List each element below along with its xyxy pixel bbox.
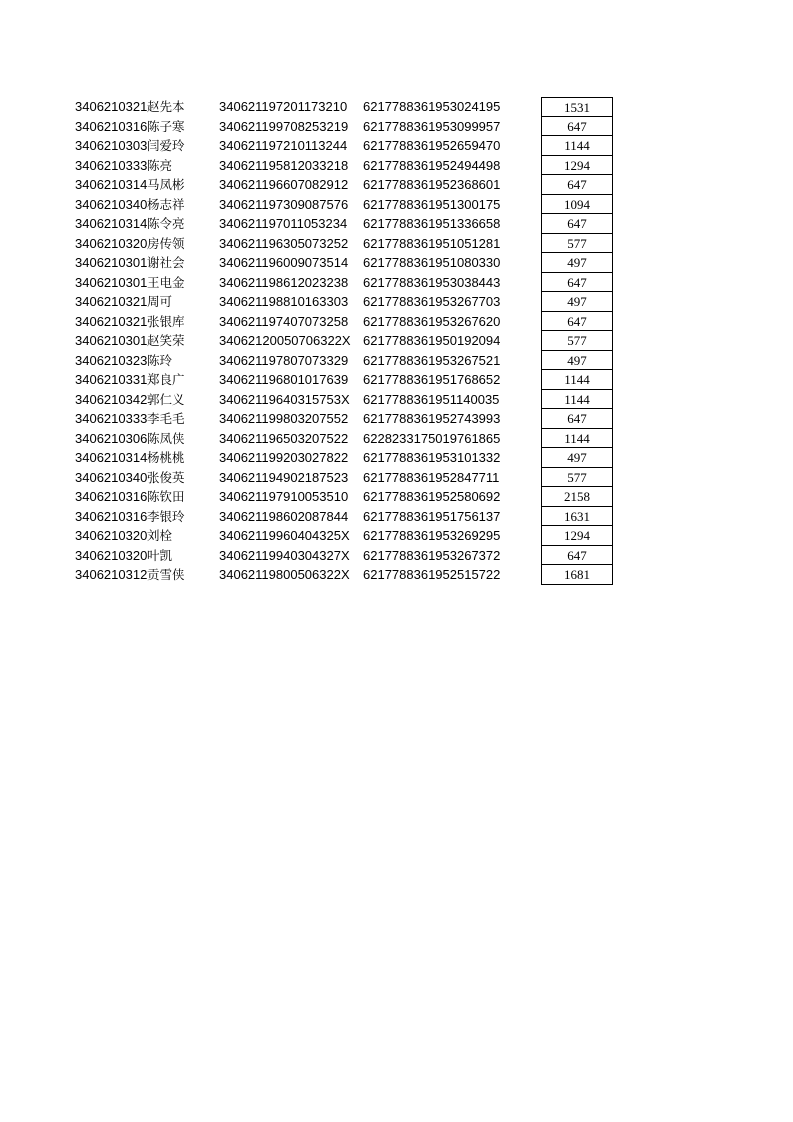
- row-name: 马凤彬: [147, 177, 185, 192]
- table-row: [0, 234, 793, 254]
- table-row: [0, 468, 793, 488]
- row-name: 陈亮: [147, 157, 173, 173]
- row-code: 3406210340: [75, 196, 147, 212]
- row-code: 3406210316: [75, 118, 147, 134]
- row-id-number: 340621197309087576: [219, 196, 349, 212]
- row-name: 王电金: [147, 274, 185, 290]
- table-row: [0, 565, 793, 585]
- row-code: 3406210333: [75, 157, 147, 173]
- row-amount: 647: [541, 546, 613, 566]
- row-amount: 647: [541, 312, 613, 332]
- row-id-number: 340621199803207552: [219, 411, 349, 426]
- row-name: 张俊英: [147, 469, 185, 485]
- row-id-number: 340621194902187523: [219, 469, 349, 485]
- table-row: [0, 448, 793, 468]
- table-row: [0, 370, 793, 390]
- row-code: 3406210333: [75, 411, 147, 426]
- row-code: 3406210320: [75, 235, 147, 251]
- row-id-number: 340621196305073252: [219, 235, 349, 251]
- row-code: 3406210301: [75, 255, 147, 270]
- row-id-number: 340621195812033218: [219, 157, 349, 173]
- row-id-number: 340621197011053234: [219, 216, 348, 231]
- row-id-number: 34062119640315753X: [219, 391, 350, 407]
- table-row: [0, 117, 793, 137]
- table-row: [0, 390, 793, 410]
- row-code: 3406210316: [75, 489, 147, 504]
- row-amount: 647: [541, 273, 613, 293]
- row-name: 房传领: [147, 235, 185, 251]
- row-code: 3406210331: [75, 372, 147, 387]
- row-bank-account: 6217788361953267620: [363, 313, 501, 329]
- row-code: 3406210316: [75, 508, 147, 524]
- row-amount: 497: [541, 351, 613, 371]
- row-name: 贡雪侠: [147, 567, 185, 582]
- row-id-number: 340621199203027822: [219, 450, 349, 465]
- table-row: [0, 487, 793, 507]
- row-bank-account: 6217788361953101332: [363, 450, 501, 465]
- row-bank-account: 6217788361953024195: [363, 99, 501, 114]
- row-amount: 1144: [541, 390, 613, 410]
- row-id-number: 34062119960404325X: [219, 528, 350, 543]
- row-id-number: 340621197910053510: [219, 489, 349, 504]
- row-name: 谢社会: [147, 255, 185, 270]
- table-row: [0, 156, 793, 176]
- row-id-number: 340621197407073258: [219, 313, 349, 329]
- row-name: 陈玲: [147, 352, 173, 368]
- row-id-number: 34062119800506322X: [219, 567, 350, 582]
- row-bank-account: 6217788361951051281: [363, 235, 501, 251]
- row-amount: 497: [541, 253, 613, 273]
- row-bank-account: 6228233175019761865: [363, 430, 501, 446]
- row-bank-account: 6217788361952494498: [363, 157, 501, 173]
- row-bank-account: 6217788361952580692: [363, 489, 501, 504]
- table-row: [0, 136, 793, 156]
- row-code: 3406210301: [75, 333, 147, 348]
- table-row: [0, 526, 793, 546]
- table-row: [0, 253, 793, 273]
- row-amount: 497: [541, 292, 613, 312]
- row-name: 杨桃桃: [147, 450, 185, 465]
- row-code: 3406210321: [75, 313, 147, 329]
- table-row: [0, 195, 793, 215]
- row-id-number: 340621196801017639: [219, 372, 349, 387]
- table-row: [0, 273, 793, 293]
- row-bank-account: 6217788361951768652: [363, 372, 501, 387]
- row-name: 郑良广: [147, 372, 185, 387]
- row-name: 李银玲: [147, 508, 185, 524]
- row-code: 3406210321: [75, 294, 147, 309]
- table-row: [0, 214, 793, 234]
- row-amount: 1294: [541, 526, 613, 546]
- row-amount: 577: [541, 331, 613, 351]
- table-row: [0, 331, 793, 351]
- row-name: 杨志祥: [147, 196, 185, 212]
- row-bank-account: 6217788361952743993: [363, 411, 501, 426]
- row-amount: 1681: [541, 565, 613, 585]
- row-name: 陈令亮: [147, 216, 185, 231]
- row-name: 郭仁义: [147, 391, 185, 407]
- row-bank-account: 6217788361951300175: [363, 196, 501, 212]
- row-name: 叶凯: [147, 547, 173, 563]
- row-bank-account: 6217788361953099957: [363, 118, 501, 134]
- row-id-number: 340621196503207522: [219, 430, 349, 446]
- row-bank-account: 6217788361950192094: [363, 333, 501, 348]
- row-amount: 1094: [541, 195, 613, 215]
- row-bank-account: 6217788361953038443: [363, 274, 501, 290]
- row-id-number: 34062120050706322X: [219, 333, 351, 348]
- data-table: [0, 97, 793, 585]
- row-code: 3406210301: [75, 274, 147, 290]
- table-row: [0, 429, 793, 449]
- row-bank-account: 6217788361951140035: [363, 391, 500, 407]
- row-amount: 1144: [541, 136, 613, 156]
- row-bank-account: 6217788361953267703: [363, 294, 501, 309]
- table-row: [0, 351, 793, 371]
- row-amount: 497: [541, 448, 613, 468]
- table-row: [0, 97, 793, 117]
- row-name: 赵先本: [147, 99, 185, 114]
- row-bank-account: 6217788361953269295: [363, 528, 501, 543]
- row-id-number: 340621196009073514: [219, 255, 349, 270]
- row-amount: 647: [541, 214, 613, 234]
- row-code: 3406210320: [75, 547, 147, 563]
- row-id-number: 340621198612023238: [219, 274, 349, 290]
- row-id-number: 340621198602087844: [219, 508, 349, 524]
- row-code: 3406210312: [75, 567, 147, 582]
- row-bank-account: 6217788361951336658: [363, 216, 501, 231]
- row-amount: 577: [541, 234, 613, 254]
- row-id-number: 340621199708253219: [219, 118, 349, 134]
- row-id-number: 340621197807073329: [219, 352, 349, 368]
- row-code: 3406210314: [75, 177, 147, 192]
- row-id-number: 34062119940304327X: [219, 547, 350, 563]
- row-id-number: 340621197201173210: [219, 99, 348, 114]
- row-code: 3406210323: [75, 352, 147, 368]
- row-name: 张银库: [147, 313, 185, 329]
- row-code: 3406210342: [75, 391, 147, 407]
- table-row: [0, 292, 793, 312]
- row-code: 3406210321: [75, 99, 147, 114]
- row-id-number: 340621197210113244: [219, 138, 348, 153]
- row-bank-account: 6217788361951080330: [363, 255, 501, 270]
- row-amount: 577: [541, 468, 613, 488]
- row-bank-account: 6217788361953267521: [363, 352, 501, 368]
- row-code: 3406210303: [75, 138, 147, 153]
- row-name: 陈钦田: [147, 489, 185, 504]
- row-bank-account: 6217788361951756137: [363, 508, 501, 524]
- row-name: 周可: [147, 294, 173, 309]
- row-code: 3406210314: [75, 450, 147, 465]
- row-amount: 1294: [541, 156, 613, 176]
- row-bank-account: 6217788361952368601: [363, 177, 501, 192]
- row-amount: 1531: [541, 97, 613, 117]
- row-code: 3406210340: [75, 469, 147, 485]
- table-row: [0, 409, 793, 429]
- row-name: 陈子寒: [147, 118, 185, 134]
- row-amount: 1631: [541, 507, 613, 527]
- row-code: 3406210314: [75, 216, 147, 231]
- table-row: [0, 546, 793, 566]
- table-row: [0, 175, 793, 195]
- row-bank-account: 6217788361953267372: [363, 547, 501, 563]
- row-code: 3406210306: [75, 430, 147, 446]
- row-id-number: 340621196607082912: [219, 177, 349, 192]
- row-name: 闫爱玲: [147, 138, 185, 153]
- row-code: 3406210320: [75, 528, 147, 543]
- row-amount: 647: [541, 409, 613, 429]
- row-amount: 647: [541, 117, 613, 137]
- row-name: 陈凤侠: [147, 430, 185, 446]
- table-row: [0, 507, 793, 527]
- row-bank-account: 6217788361952659470: [363, 138, 501, 153]
- row-bank-account: 6217788361952847711: [363, 469, 500, 485]
- row-name: 李毛毛: [147, 411, 185, 426]
- row-name: 刘栓: [147, 528, 173, 543]
- table-row: [0, 312, 793, 332]
- row-amount: 1144: [541, 370, 613, 390]
- row-id-number: 340621198810163303: [219, 294, 349, 309]
- row-amount: 2158: [541, 487, 613, 507]
- row-name: 赵笑荣: [147, 333, 185, 348]
- row-bank-account: 6217788361952515722: [363, 567, 501, 582]
- row-amount: 647: [541, 175, 613, 195]
- row-amount: 1144: [541, 429, 613, 449]
